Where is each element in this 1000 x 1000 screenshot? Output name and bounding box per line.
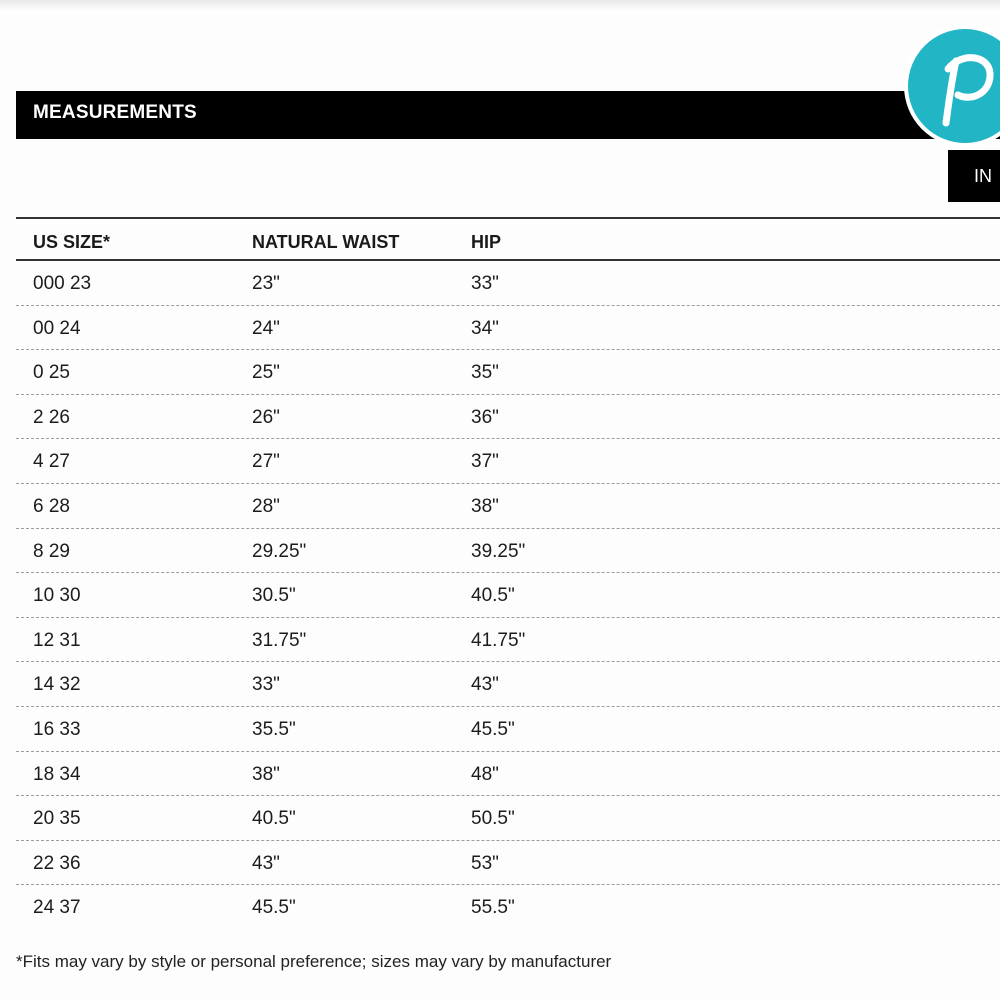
table-row [16,662,1000,707]
us-size-cell: 14 32 [33,674,81,696]
hip-cell: 39.25" [471,540,526,562]
us-size-cell: 16 33 [33,718,81,740]
us-size-cell: 20 35 [33,808,81,830]
natural-waist-cell: 26" [252,406,280,428]
hip-cell: 38" [471,495,499,517]
hip-cell: 36" [471,406,499,428]
hip-cell: 41.75" [471,629,526,651]
hip-cell: 53" [471,852,499,874]
table-body [16,261,1000,930]
footnote: *Fits may vary by style or personal preference; sizes may vary by manufacturer [16,952,612,971]
natural-waist-cell: 45.5" [252,897,296,919]
natural-waist-cell: 30.5" [252,585,296,607]
table-header [16,217,1000,261]
hip-cell: 55.5" [471,897,515,919]
pinterest-p-glyph [908,29,1000,143]
natural-waist-cell: 38" [252,763,280,785]
us-size-cell: 00 24 [33,317,81,339]
us-size-cell: 12 31 [33,629,81,651]
table-row [16,261,1000,306]
hip-cell: 37" [471,451,499,473]
natural-waist-cell: 31.75" [252,629,307,651]
us-size-cell: 8 29 [33,540,70,562]
unit-tab-in[interactable]: IN [948,150,1000,202]
measurements-header [16,91,1000,139]
us-size-cell: 22 36 [33,852,81,874]
header-title: MEASUREMENTS [33,102,197,123]
column-header-natural-waist: NATURAL WAIST [252,232,400,252]
table-row [16,439,1000,484]
column-header-us-size: US SIZE* [33,232,111,252]
pinterest-icon[interactable] [908,29,1000,143]
us-size-cell: 24 37 [33,897,81,919]
table-row [16,573,1000,618]
natural-waist-cell: 25" [252,362,280,384]
us-size-cell: 10 30 [33,585,81,607]
hip-cell: 43" [471,674,499,696]
us-size-cell: 2 26 [33,406,70,428]
us-size-cell: 18 34 [33,763,81,785]
table-row [16,484,1000,529]
top-shade [0,0,1000,10]
hip-cell: 33" [471,273,499,294]
hip-cell: 34" [471,317,499,339]
natural-waist-cell: 35.5" [252,718,296,740]
us-size-cell: 0 25 [33,362,70,384]
hip-cell: 48" [471,763,499,785]
natural-waist-cell: 40.5" [252,808,296,830]
natural-waist-cell: 27" [252,451,280,473]
natural-waist-cell: 23" [252,273,280,294]
table-row [16,752,1000,797]
us-size-cell: 6 28 [33,495,70,517]
hip-cell: 35" [471,362,499,384]
column-header-hip: HIP [471,232,502,252]
table-row [16,885,1000,930]
natural-waist-cell: 28" [252,495,280,517]
table-row [16,707,1000,752]
table-row [16,529,1000,574]
table-row [16,796,1000,841]
natural-waist-cell: 24" [252,317,280,339]
hip-cell: 50.5" [471,808,515,830]
us-size-cell: 000 23 [33,273,92,294]
hip-cell: 40.5" [471,585,515,607]
table-row [16,306,1000,351]
table-row [16,395,1000,440]
table-row [16,618,1000,663]
measurements-table [16,217,1000,930]
us-size-cell: 4 27 [33,451,70,473]
natural-waist-cell: 29.25" [252,540,307,562]
natural-waist-cell: 33" [252,674,280,696]
natural-waist-cell: 43" [252,852,280,874]
table-row [16,841,1000,886]
hip-cell: 45.5" [471,718,515,740]
table-row [16,350,1000,395]
